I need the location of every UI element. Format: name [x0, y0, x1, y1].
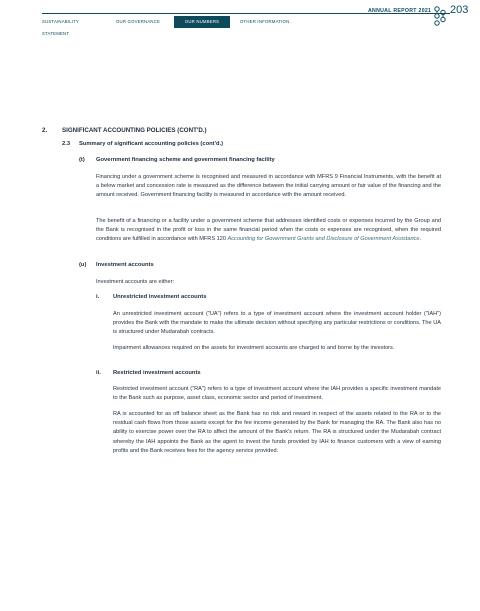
page-number: 203: [450, 4, 469, 16]
sub-item-ii-title: Restricted investment accounts: [113, 370, 201, 376]
item-u-label: (u): [79, 262, 87, 268]
sub-item-i-title: Unrestricted investment accounts: [113, 294, 207, 300]
item-t-paragraph-2: [96, 217, 441, 245]
item-t-paragraph-1: Financing under a government scheme is recognised and measured in accordance with MFRS 9 Financial Instruments, with the benefit at a below market and concession rate is measured as the difference between the initial carrying amount or fair value of the financing and the amount received. Government financing facility is measured in accordance with the amount received.: [96, 174, 441, 199]
item-u-intro: Investment accounts are either:: [96, 279, 175, 285]
section-number: 2.: [42, 127, 48, 134]
tab-our-governance[interactable]: OUR GOVERNANCE: [116, 19, 161, 24]
sub-item-i-label: i.: [96, 294, 100, 300]
tab-our-numbers[interactable]: OUR NUMBERS: [174, 16, 230, 28]
mfrs-120-title: Accounting for Government Grants and Disclosure of Government Assistance: [227, 236, 420, 243]
sub-item-ii-label: ii.: [96, 370, 101, 376]
item-t-title: Government financing scheme and government financing facility: [96, 157, 275, 163]
item-t-label: (t): [79, 157, 85, 163]
report-title: ANNUAL REPORT 2021: [368, 8, 432, 14]
sub-item-ii-paragraph-2: RA is accounted for as off balance sheet as the Bank has no risk and reward in respect of the assets related to the RA or to the residual cash flows from those assets except for the fee income generated by the Bank for managing the RA. The Bank also has no ability to exercise power over the RA to affect the amount of the Bank's return. The RA is structured under the Mudarabah contract whereby the IAH appoints the Bank as the agent to invest the funds provided by IAH to finance customers with a view of earning profits and the Bank receives fees for the agency service provided.: [113, 411, 441, 454]
section-tabs: [42, 16, 297, 36]
sub-item-ii-paragraph-1: Restricted investment account ("RA") refers to a type of investment account where the IAH provides a specific investment mandate to the Bank such as purpose, asset class, economic sector and period of investment.: [113, 386, 441, 402]
tab-sustainability-statement[interactable]: SUSTAINABILITY STATEMENT: [42, 19, 80, 36]
section-title: SIGNIFICANT ACCOUNTING POLICIES (CONT'D.): [62, 127, 207, 134]
subsection-number: 2.3: [62, 141, 71, 147]
item-t-paragraph-2-end: .: [419, 236, 422, 243]
subsection-title: Summary of significant accounting policies (cont'd.): [79, 141, 224, 147]
sub-item-i-paragraph-2: Impairment allowances required on the assets for investment accounts are charged to and borne by the investors.: [113, 345, 395, 351]
tab-other-information[interactable]: OTHER INFORMATION: [240, 19, 290, 24]
sub-item-i-paragraph-1: An unrestricted investment account ("UA") refers to a type of investment account where the investment account holder ("IAH") provides the Bank with the mandate to make the ultimate decision without specifying any particular restrictions or conditions. The UA is structured under Mudarabah contracts.: [113, 311, 441, 336]
item-u-title: Investment accounts: [96, 262, 154, 268]
brand-logo-icon: [433, 4, 448, 28]
item-t-paragraph-2-text: The benefit of a financing or a facility under a government scheme that addresses identified costs or expenses incurred by the Group and the Bank is recognised in the profit or loss in the same financial period when the costs or expenses are recognised, when the required conditions are fulfilled in accordance with MFRS 120: [96, 218, 441, 243]
